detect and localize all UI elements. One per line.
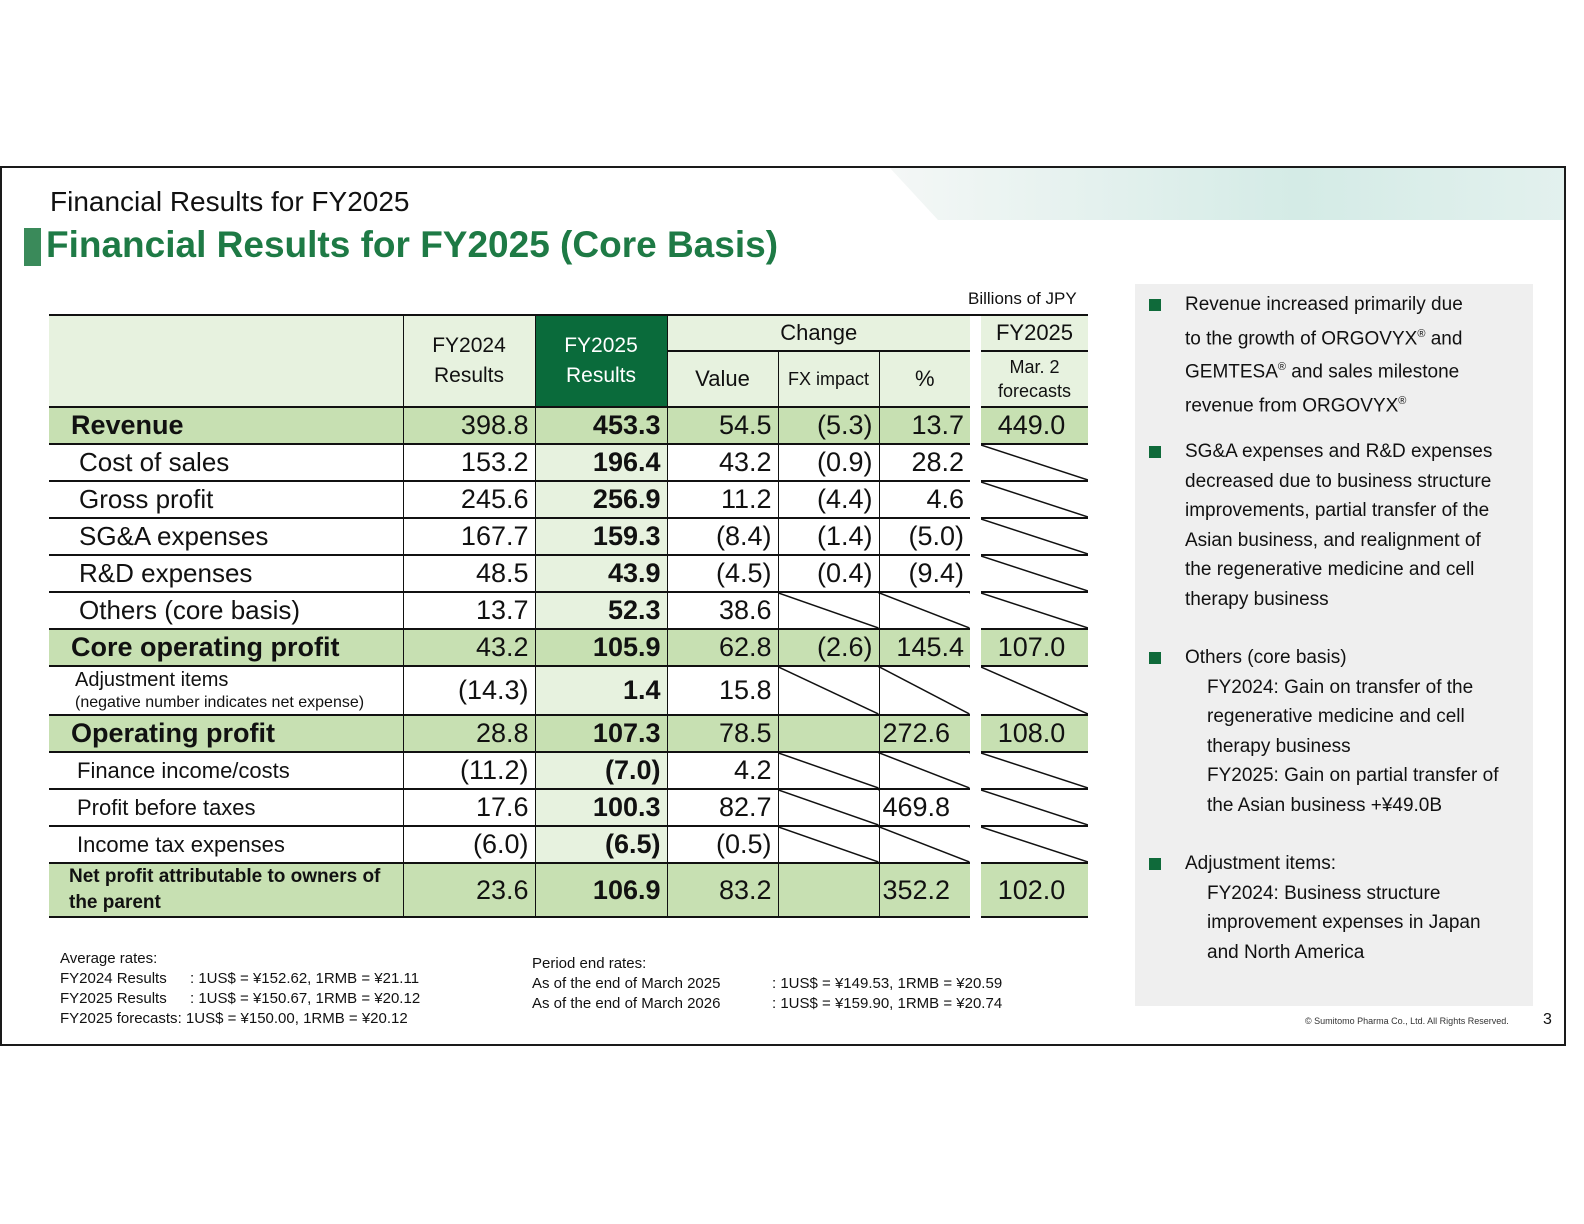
row-label xyxy=(49,666,403,715)
slide-title: Financial Results for FY2025 (Core Basis) xyxy=(46,224,779,265)
comment-revenue: Revenue increased primarily due to the growth of ORGOVYX® and GEMTESA® and sales milestone revenue from ORGOVYX® xyxy=(1185,294,1463,417)
table-row xyxy=(49,407,1088,444)
table-row xyxy=(49,592,1088,629)
rate-row: As of the end of March 2025 : 1US$ = ¥149.53, 1RMB = ¥20.59 xyxy=(532,975,1003,992)
cell-fy2025: 106.9 xyxy=(535,863,667,917)
cell-value: 43.2 xyxy=(667,444,778,481)
rate-row: As of the end of March 2026 : 1US$ = ¥159.90, 1RMB = ¥20.74 xyxy=(532,995,1003,1012)
header-gap xyxy=(970,315,981,351)
cell-forecast-empty xyxy=(981,592,1088,629)
square-bullet-icon xyxy=(1149,858,1161,870)
table-row xyxy=(49,629,1088,666)
header-value: Value xyxy=(667,351,778,407)
cell-percent-empty xyxy=(879,752,970,789)
period-end-rates xyxy=(532,954,1002,1014)
cell-percent-empty xyxy=(879,666,970,715)
cell-fx-empty xyxy=(778,752,879,789)
row-label: Operating profit xyxy=(49,715,403,752)
row-label: Finance income/costs xyxy=(49,752,403,789)
slide-subtitle: Financial Results for FY2025 xyxy=(50,186,410,217)
cell-fy2025: 52.3 xyxy=(535,592,667,629)
row-label: Core operating profit xyxy=(49,629,403,666)
header-gap xyxy=(970,351,981,407)
page-number: 3 xyxy=(1543,1011,1552,1028)
row-label: R&D expenses xyxy=(49,555,403,592)
row-label: Profit before taxes xyxy=(49,789,403,826)
cell-forecast-empty xyxy=(981,444,1088,481)
comment-adjustments: Adjustment items: FY2024: Business structure improvement expenses in Japan and North America xyxy=(1185,853,1481,963)
cell-value: 54.5 xyxy=(667,407,778,444)
cell-value: 4.2 xyxy=(667,752,778,789)
square-bullet-icon xyxy=(1149,652,1161,664)
cell-forecast: 102.0 xyxy=(981,863,1088,917)
row-label: Gross profit xyxy=(49,481,403,518)
cell-fy2025: 100.3 xyxy=(535,789,667,826)
cell-fx-empty xyxy=(778,826,879,863)
cell-value: (8.4) xyxy=(667,518,778,555)
header-fy2025: FY2025 Results xyxy=(535,315,667,407)
cell-value: 38.6 xyxy=(667,592,778,629)
cell-percent: 13.7 xyxy=(879,407,970,444)
cell-value: 82.7 xyxy=(667,789,778,826)
cell-percent: 4.6 xyxy=(879,481,970,518)
cell-fx-impact: (1.4) xyxy=(778,518,879,555)
cell-fy2025: 105.9 xyxy=(535,629,667,666)
cell-percent: 28.2 xyxy=(879,444,970,481)
cell-percent: 352.2 xyxy=(879,863,970,917)
cell-fy2024: 43.2 xyxy=(403,629,535,666)
row-label: Others (core basis) xyxy=(49,592,403,629)
cell-fy2024: 28.8 xyxy=(403,715,535,752)
rate-row: FY2025 forecasts : 1US$ = ¥150.00, 1RMB = ¥20.12 xyxy=(60,1010,408,1027)
row-label: Revenue xyxy=(49,407,403,444)
table-row xyxy=(49,518,1088,555)
row-label: SG&A expenses xyxy=(49,518,403,555)
cell-fy2025: 159.3 xyxy=(535,518,667,555)
cell-fy2025: 196.4 xyxy=(535,444,667,481)
cell-fy2025: 107.3 xyxy=(535,715,667,752)
square-bullet-icon xyxy=(1149,299,1161,311)
cell-value: 78.5 xyxy=(667,715,778,752)
cell-value: 15.8 xyxy=(667,666,778,715)
cell-forecast-empty xyxy=(981,555,1088,592)
units-label: Billions of JPY xyxy=(968,289,1077,308)
cell-forecast-empty xyxy=(981,752,1088,789)
cell-fy2025: 1.4 xyxy=(535,666,667,715)
table-row xyxy=(49,481,1088,518)
cell-percent: 272.6 xyxy=(879,715,970,752)
cell-forecast: 108.0 xyxy=(981,715,1088,752)
table-row xyxy=(49,863,1088,917)
row-label: Cost of sales xyxy=(49,444,403,481)
cell-fy2024: 167.7 xyxy=(403,518,535,555)
rate-row: FY2024 Results : 1US$ = ¥152.62, 1RMB = ¥21.11 xyxy=(60,970,420,987)
cell-percent: (5.0) xyxy=(879,518,970,555)
cell-percent-empty xyxy=(879,592,970,629)
row-label xyxy=(49,863,403,917)
cell-forecast: 107.0 xyxy=(981,629,1088,666)
cell-fy2025: 453.3 xyxy=(535,407,667,444)
header-percent: % xyxy=(879,351,970,407)
cell-fx-empty xyxy=(778,789,879,826)
title-accent-bar xyxy=(24,228,41,266)
cell-forecast-empty xyxy=(981,826,1088,863)
cell-fy2024: 153.2 xyxy=(403,444,535,481)
cell-percent: 469.8 xyxy=(879,789,970,826)
cell-forecast-empty xyxy=(981,789,1088,826)
row-label: Income tax expenses xyxy=(49,826,403,863)
period-end-rates-title: Period end rates: xyxy=(532,955,647,972)
commentary-panel xyxy=(1135,284,1533,1006)
cell-percent-empty xyxy=(879,826,970,863)
cell-fy2024: 245.6 xyxy=(403,481,535,518)
cell-fy2024: (6.0) xyxy=(403,826,535,863)
cell-fy2025: 256.9 xyxy=(535,481,667,518)
table-row xyxy=(49,826,1088,863)
cell-value: (4.5) xyxy=(667,555,778,592)
slide xyxy=(0,166,1566,1046)
table-row xyxy=(49,444,1088,481)
cell-percent: (9.4) xyxy=(879,555,970,592)
adjustment-label: Adjustment items xyxy=(75,669,229,691)
cell-fx-impact: (2.6) xyxy=(778,629,879,666)
cell-fy2024: 48.5 xyxy=(403,555,535,592)
header-blank-cell xyxy=(49,315,403,407)
adjustment-note: (negative number indicates net expense) xyxy=(75,694,365,711)
table-row xyxy=(49,555,1088,592)
table-row xyxy=(49,715,1088,752)
header-change: Change xyxy=(667,315,970,351)
cell-fx-impact: (0.9) xyxy=(778,444,879,481)
cell-fx-empty xyxy=(778,863,879,917)
rate-row: FY2025 Results : 1US$ = ¥150.67, 1RMB = ¥20.12 xyxy=(60,990,421,1007)
cell-value: 83.2 xyxy=(667,863,778,917)
comment-others: Others (core basis) FY2024: Gain on transfer of the regenerative medicine and cell therapy business FY2025: Gain on partial transfer of the Asian business +¥49.0B xyxy=(1185,647,1499,816)
copyright: © Sumitomo Pharma Co., Ltd. All Rights Reserved. xyxy=(1305,1016,1509,1026)
table-row xyxy=(49,666,1088,715)
cell-percent: 145.4 xyxy=(879,629,970,666)
cell-fx-impact: (5.3) xyxy=(778,407,879,444)
financial-results-table xyxy=(49,314,1088,918)
average-rates xyxy=(60,949,420,1029)
cell-value: 11.2 xyxy=(667,481,778,518)
cell-fy2024: 23.6 xyxy=(403,863,535,917)
cell-fx-empty xyxy=(778,715,879,752)
comment-expenses: SG&A expenses and R&D expenses decreased due to business structure improvements, partial transfer of the Asian business, and realignment of the regenerative medicine and cell therapy business xyxy=(1185,441,1493,610)
cell-value: 62.8 xyxy=(667,629,778,666)
square-bullet-icon xyxy=(1149,446,1161,458)
header-decoration xyxy=(890,168,1566,220)
header-forecast-sub: Mar. 2 forecasts xyxy=(981,351,1088,407)
cell-forecast: 449.0 xyxy=(981,407,1088,444)
cell-fy2024: (11.2) xyxy=(403,752,535,789)
cell-fy2024: (14.3) xyxy=(403,666,535,715)
header-fx-impact: FX impact xyxy=(778,351,879,407)
header-forecast-year: FY2025 xyxy=(981,315,1088,351)
average-rates-title: Average rates: xyxy=(60,950,158,967)
net-profit-label: Net profit attributable to owners of the parent xyxy=(69,866,381,913)
table-row xyxy=(49,789,1088,826)
cell-forecast-empty xyxy=(981,666,1088,715)
header-fy2024: FY2024 Results xyxy=(403,315,535,407)
cell-fy2024: 13.7 xyxy=(403,592,535,629)
cell-fx-impact: (0.4) xyxy=(778,555,879,592)
cell-forecast-empty xyxy=(981,518,1088,555)
cell-fy2025: (6.5) xyxy=(535,826,667,863)
cell-fy2024: 398.8 xyxy=(403,407,535,444)
cell-fx-empty xyxy=(778,666,879,715)
table-row xyxy=(49,752,1088,789)
cell-fx-impact: (4.4) xyxy=(778,481,879,518)
cell-fy2025: (7.0) xyxy=(535,752,667,789)
cell-forecast-empty xyxy=(981,481,1088,518)
cell-fx-empty xyxy=(778,592,879,629)
cell-fy2024: 17.6 xyxy=(403,789,535,826)
cell-value: (0.5) xyxy=(667,826,778,863)
cell-fy2025: 43.9 xyxy=(535,555,667,592)
